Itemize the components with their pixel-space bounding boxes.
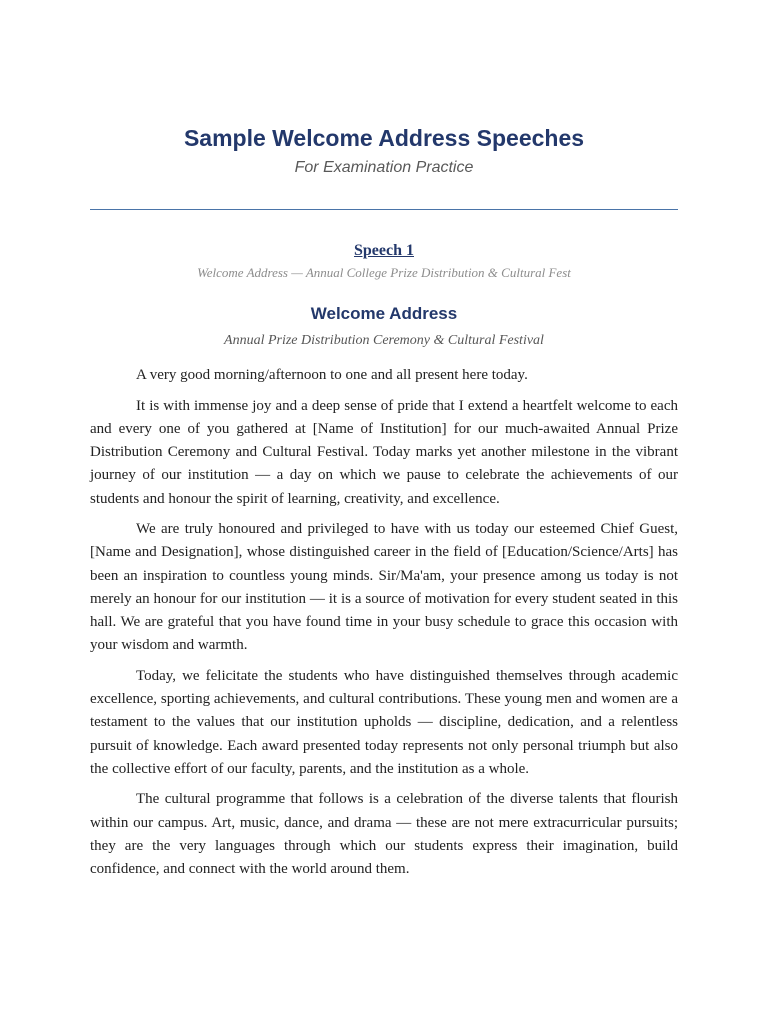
speech-paragraph: Today, we felicitate the students who have distinguished themselves through academic excellence, sporting achievements, and cultural contributions. These young men and women are a testament to the values that our institution upholds — discipline, dedication, and a relentless pursuit of knowledge. Each award presented today represents not only personal triumph but also the collective effort of our faculty, parents, and the institution as a whole. bbox=[90, 667, 678, 777]
document-subtitle: For Examination Practice bbox=[294, 159, 474, 176]
speech-paragraph: The cultural programme that follows is a celebration of the diverse talents that flourish within our campus. Art, music, dance, and drama — these are not mere extracurricular pursuits; they are the very languages through which our students express their imagination, build confidence, and connect with the world around them. bbox=[90, 791, 678, 878]
document-title: Sample Welcome Address Speeches bbox=[183, 125, 585, 151]
speech-paragraph: We are truly honoured and privileged to have with us today our esteemed Chief Guest, [Name and Designation], whose distinguished career in the field of [Education/Science/Arts] has been an inspiration to countless young minds. Sir/Ma'am, your presence among us today is not merely an honour for our institution — it is a source of motivation for every student seated in this hall. We are grateful that you have found time in your busy schedule to grace this occasion with your wisdom and warmth. bbox=[90, 521, 678, 654]
address-subtitle: Annual Prize Distribution Ceremony & Cultural Festival bbox=[224, 333, 544, 348]
speech-paragraph: It is with immense joy and a deep sense of pride that I extend a heartfelt welcome to each and every one of you gathered at [Name of Institution] for our much-awaited Annual Prize Distribution Ceremony and Cultural Festival. Today marks yet another milestone in the vibrant journey of our institution — a day on which we pause to celebrate the achievements of our students and honour the spirit of learning, creativity, and excellence. bbox=[90, 397, 678, 507]
speech-heading-label: Speech 1 bbox=[354, 242, 414, 259]
speech-heading bbox=[0, 240, 768, 262]
header-divider bbox=[90, 209, 678, 210]
speech-paragraph: A very good morning/afternoon to one and all present here today. bbox=[136, 367, 528, 383]
address-title: Welcome Address bbox=[310, 304, 458, 323]
speech-caption: Welcome Address — Annual College Prize Distribution & Cultural Fest bbox=[197, 265, 571, 280]
speech-body bbox=[90, 364, 678, 889]
